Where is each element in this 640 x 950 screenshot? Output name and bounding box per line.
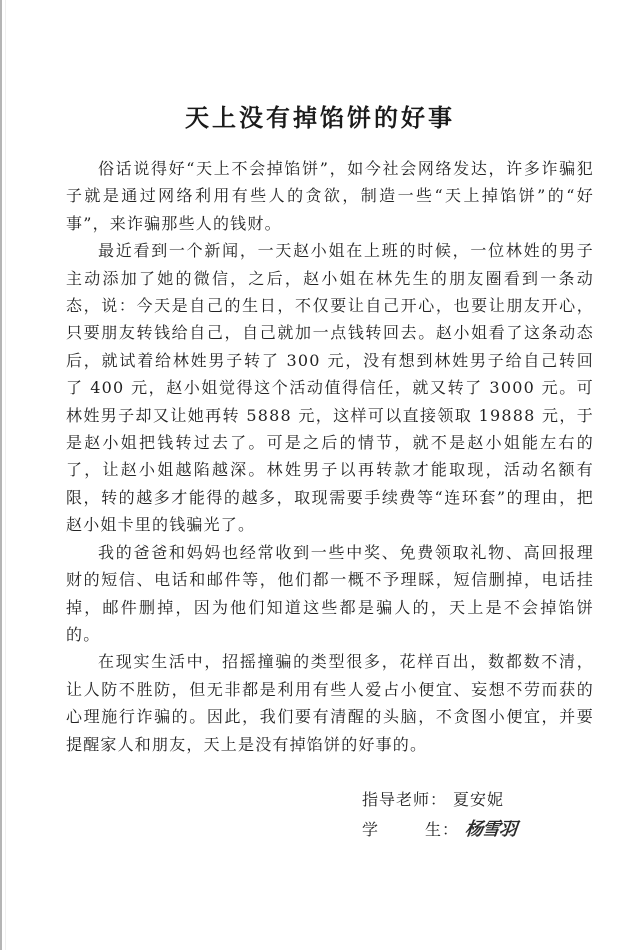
essay-title: 天上没有掉馅饼的好事 <box>185 104 455 133</box>
paragraph-news-story: 最近看到一个新闻，一天赵小姐在上班的时候，一位林姓的男子主动添加了她的微信，之后，赵小姐在林先生的朋友圈看到一条动态，说：今天是自己的生日，不仅要让自己开心，也要让朋友开心，只要朋友转钱给自己，自己就加一点钱转回去。赵小姐看了这条动态后，就试着给林姓男子转了 300 元，没有想到林姓男子给自己转回了 400 元，赵小姐觉得这个活动值得信任，就又转了 3000 元。可林姓男子却又让她再转 5888 元，这样可以直接领取 19888 元，于是赵小姐把钱转过去了。可是之后的情节，就不是赵小姐能左右的了，让赵小姐越陷越深。林姓男子以再转款才能取现，活动名额有限，转的越多才能得的越多，取现需要手续费等“连环套”的理由，把赵小姐卡里的钱骗光了。 <box>66 241 594 535</box>
paragraph-conclusion: 在现实生活中，招摇撞骗的类型很多，花样百出，数都数不清，让人防不胜防，但无非都是利用有些人爱占小便宜、妄想不劳而获的心理施行诈骗的。因此，我们要有清醒的头脑，不贪图小便宜，并要提醒家人和朋友，天上是没有掉馅饼的好事的。 <box>66 652 594 754</box>
teacher-name: 夏安妮 <box>453 790 505 809</box>
page-left-edge-shadow <box>5 0 6 950</box>
signature-block <box>362 785 516 845</box>
paragraph-parents: 我的爸爸和妈妈也经常收到一些中奖、免费领取礼物、高回报理财的短信、电话和邮件等，他们都一概不予理睬，短信删掉，电话挂掉，邮件删掉，因为他们知道这些都是骗人的，天上是不会掉馅饼的。 <box>66 542 594 644</box>
student-label-char-2: 生 <box>424 820 442 839</box>
essay-body <box>66 155 594 758</box>
student-label <box>362 815 442 845</box>
student-colon: ： <box>442 820 460 839</box>
teacher-colon: ： <box>430 790 448 809</box>
paragraph-intro: 俗话说得好“天上不会掉馅饼”，如今社会网络发达，许多诈骗犯子就是通过网络利用有些人的贪欲，制造一些“天上掉馅饼”的“好事”，来诈骗那些人的钱财。 <box>66 159 594 233</box>
student-label-char-1: 学 <box>362 820 380 839</box>
teacher-label: 指导老师 <box>362 790 431 809</box>
page-left-edge <box>0 0 2 950</box>
student-row <box>362 815 516 845</box>
student-handwritten-name: 杨雪羽 <box>463 819 518 840</box>
teacher-row <box>362 785 516 815</box>
